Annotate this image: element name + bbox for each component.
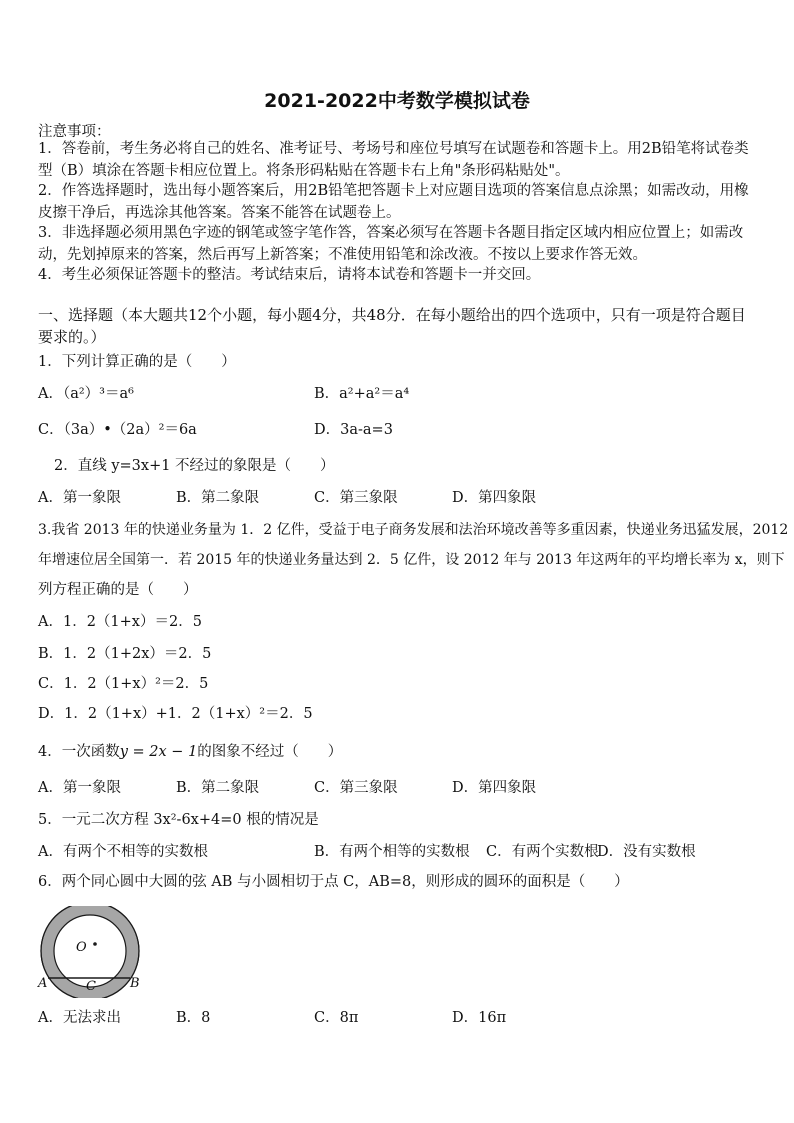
q1-option-b: B．a²+a²＝a⁴ — [314, 386, 410, 402]
q3-option-a: A．1．2（1+x）＝2．5 — [38, 614, 202, 630]
q1-option-a: A．（a²）³＝a⁶ — [38, 386, 134, 402]
q6-option-d: D．16π — [452, 1010, 507, 1026]
q4-stem — [38, 742, 342, 762]
q6-stem: 6．两个同心圆中大圆的弦 AB 与小圆相切于点 C，AB=8，则形成的圆环的面积是（ ） — [38, 874, 629, 890]
q2-option-d: D．第四象限 — [452, 490, 537, 506]
label-c: C — [86, 979, 96, 994]
q3-stem-line2: 年增速位居全国第一．若 2015 年的快递业务量达到 2．5 亿件，设 2012 年与 2013 年这两年的平均增长率为 x，则下 — [38, 552, 785, 568]
q6-option-c: C．8π — [314, 1010, 359, 1026]
q1-stem: 1．下列计算正确的是（ ） — [38, 354, 236, 370]
label-b: B — [130, 976, 140, 991]
q5-stem: 5．一元二次方程 3x²-6x+4=0 根的情况是 — [38, 812, 319, 828]
q4-option-c: C．第三象限 — [314, 780, 398, 796]
q6-option-a: A．无法求出 — [38, 1010, 121, 1026]
q5-option-a: A．有两个不相等的实数根 — [38, 844, 208, 860]
q4-equation: y = 2x − 1 — [119, 744, 198, 760]
notice-item-4: 4．考生必须保证答题卡的整洁。考试结束后，请将本试卷和答题卡一并交回。 — [38, 267, 541, 283]
section-heading: 一、选择题（本大题共12个小题，每小题4分，共48分．在每小题给出的四个选项中，只有一项是符合题目要求的。） — [38, 306, 746, 346]
q2-stem: 2．直线 y=3x+1 不经过的象限是（ ） — [54, 458, 335, 474]
exam-title: 2021-2022中考数学模拟试卷 — [264, 90, 530, 112]
q4-option-b: B．第二象限 — [176, 780, 260, 796]
q5-option-d: D．没有实数根 — [597, 844, 696, 860]
q2-option-a: A．第一象限 — [38, 490, 121, 506]
q5-option-c: C．有两个实数根 — [486, 844, 599, 860]
notice-item-1: 1．答卷前，考生务必将自己的姓名、准考证号、考场号和座位号填写在试题卷和答题卡上。用2B铅笔将试卷类型（B）填涂在答题卡相应位置上。将条形码粘贴在答题卡右上角"条形码粘贴处"。 — [38, 141, 749, 179]
notice-item-2: 2．作答选择题时，选出每小题答案后，用2B铅笔把答题卡上对应题目选项的答案信息点涂黑；如需改动，用橡皮擦干净后，再选涂其他答案。答案不能答在试题卷上。 — [38, 183, 749, 221]
center-point — [93, 942, 97, 946]
q1-option-c: C．（3a）•（2a）²＝6a — [38, 422, 197, 438]
q2-option-b: B．第二象限 — [176, 490, 260, 506]
q3-option-c: C．1．2（1+x）²＝2．5 — [38, 676, 209, 692]
q3-option-d: D．1．2（1+x）+1．2（1+x）²＝2．5 — [38, 706, 313, 722]
q4-option-a: A．第一象限 — [38, 780, 121, 796]
q3-option-b: B．1．2（1+2x）＝2．5 — [38, 646, 212, 662]
inner-circle — [54, 915, 126, 987]
q4-stem-prefix: 4．一次函数 — [38, 744, 120, 760]
q3-stem-line1: 3.我省 2013 年的快递业务量为 1．2 亿件，受益于电子商务发展和法治环境改善等多重因素，快递业务迅猛发展，2012 — [38, 522, 789, 538]
q2-option-c: C．第三象限 — [314, 490, 398, 506]
q5-option-b: B．有两个相等的实数根 — [314, 844, 470, 860]
label-o: O — [76, 940, 87, 955]
q4-stem-suffix: 的图象不经过（ ） — [197, 744, 343, 760]
q3-stem-line3: 列方程正确的是（ ） — [38, 582, 198, 598]
q1-option-d: D．3a-a=3 — [314, 422, 393, 438]
q4-option-d: D．第四象限 — [452, 780, 537, 796]
notice-item-3: 3．非选择题必须用黑色字迹的钢笔或签字笔作答，答案必须写在答题卡各题目指定区域内相应位置上；如需改动，先划掉原来的答案，然后再写上新答案；不准使用铅笔和涂改液。不按以上要求作答无效。 — [38, 225, 744, 263]
label-a: A — [38, 976, 48, 991]
notice-heading: 注意事项： — [38, 124, 111, 140]
q6-option-b: B．8 — [176, 1010, 211, 1026]
concentric-circles-figure — [34, 906, 144, 998]
